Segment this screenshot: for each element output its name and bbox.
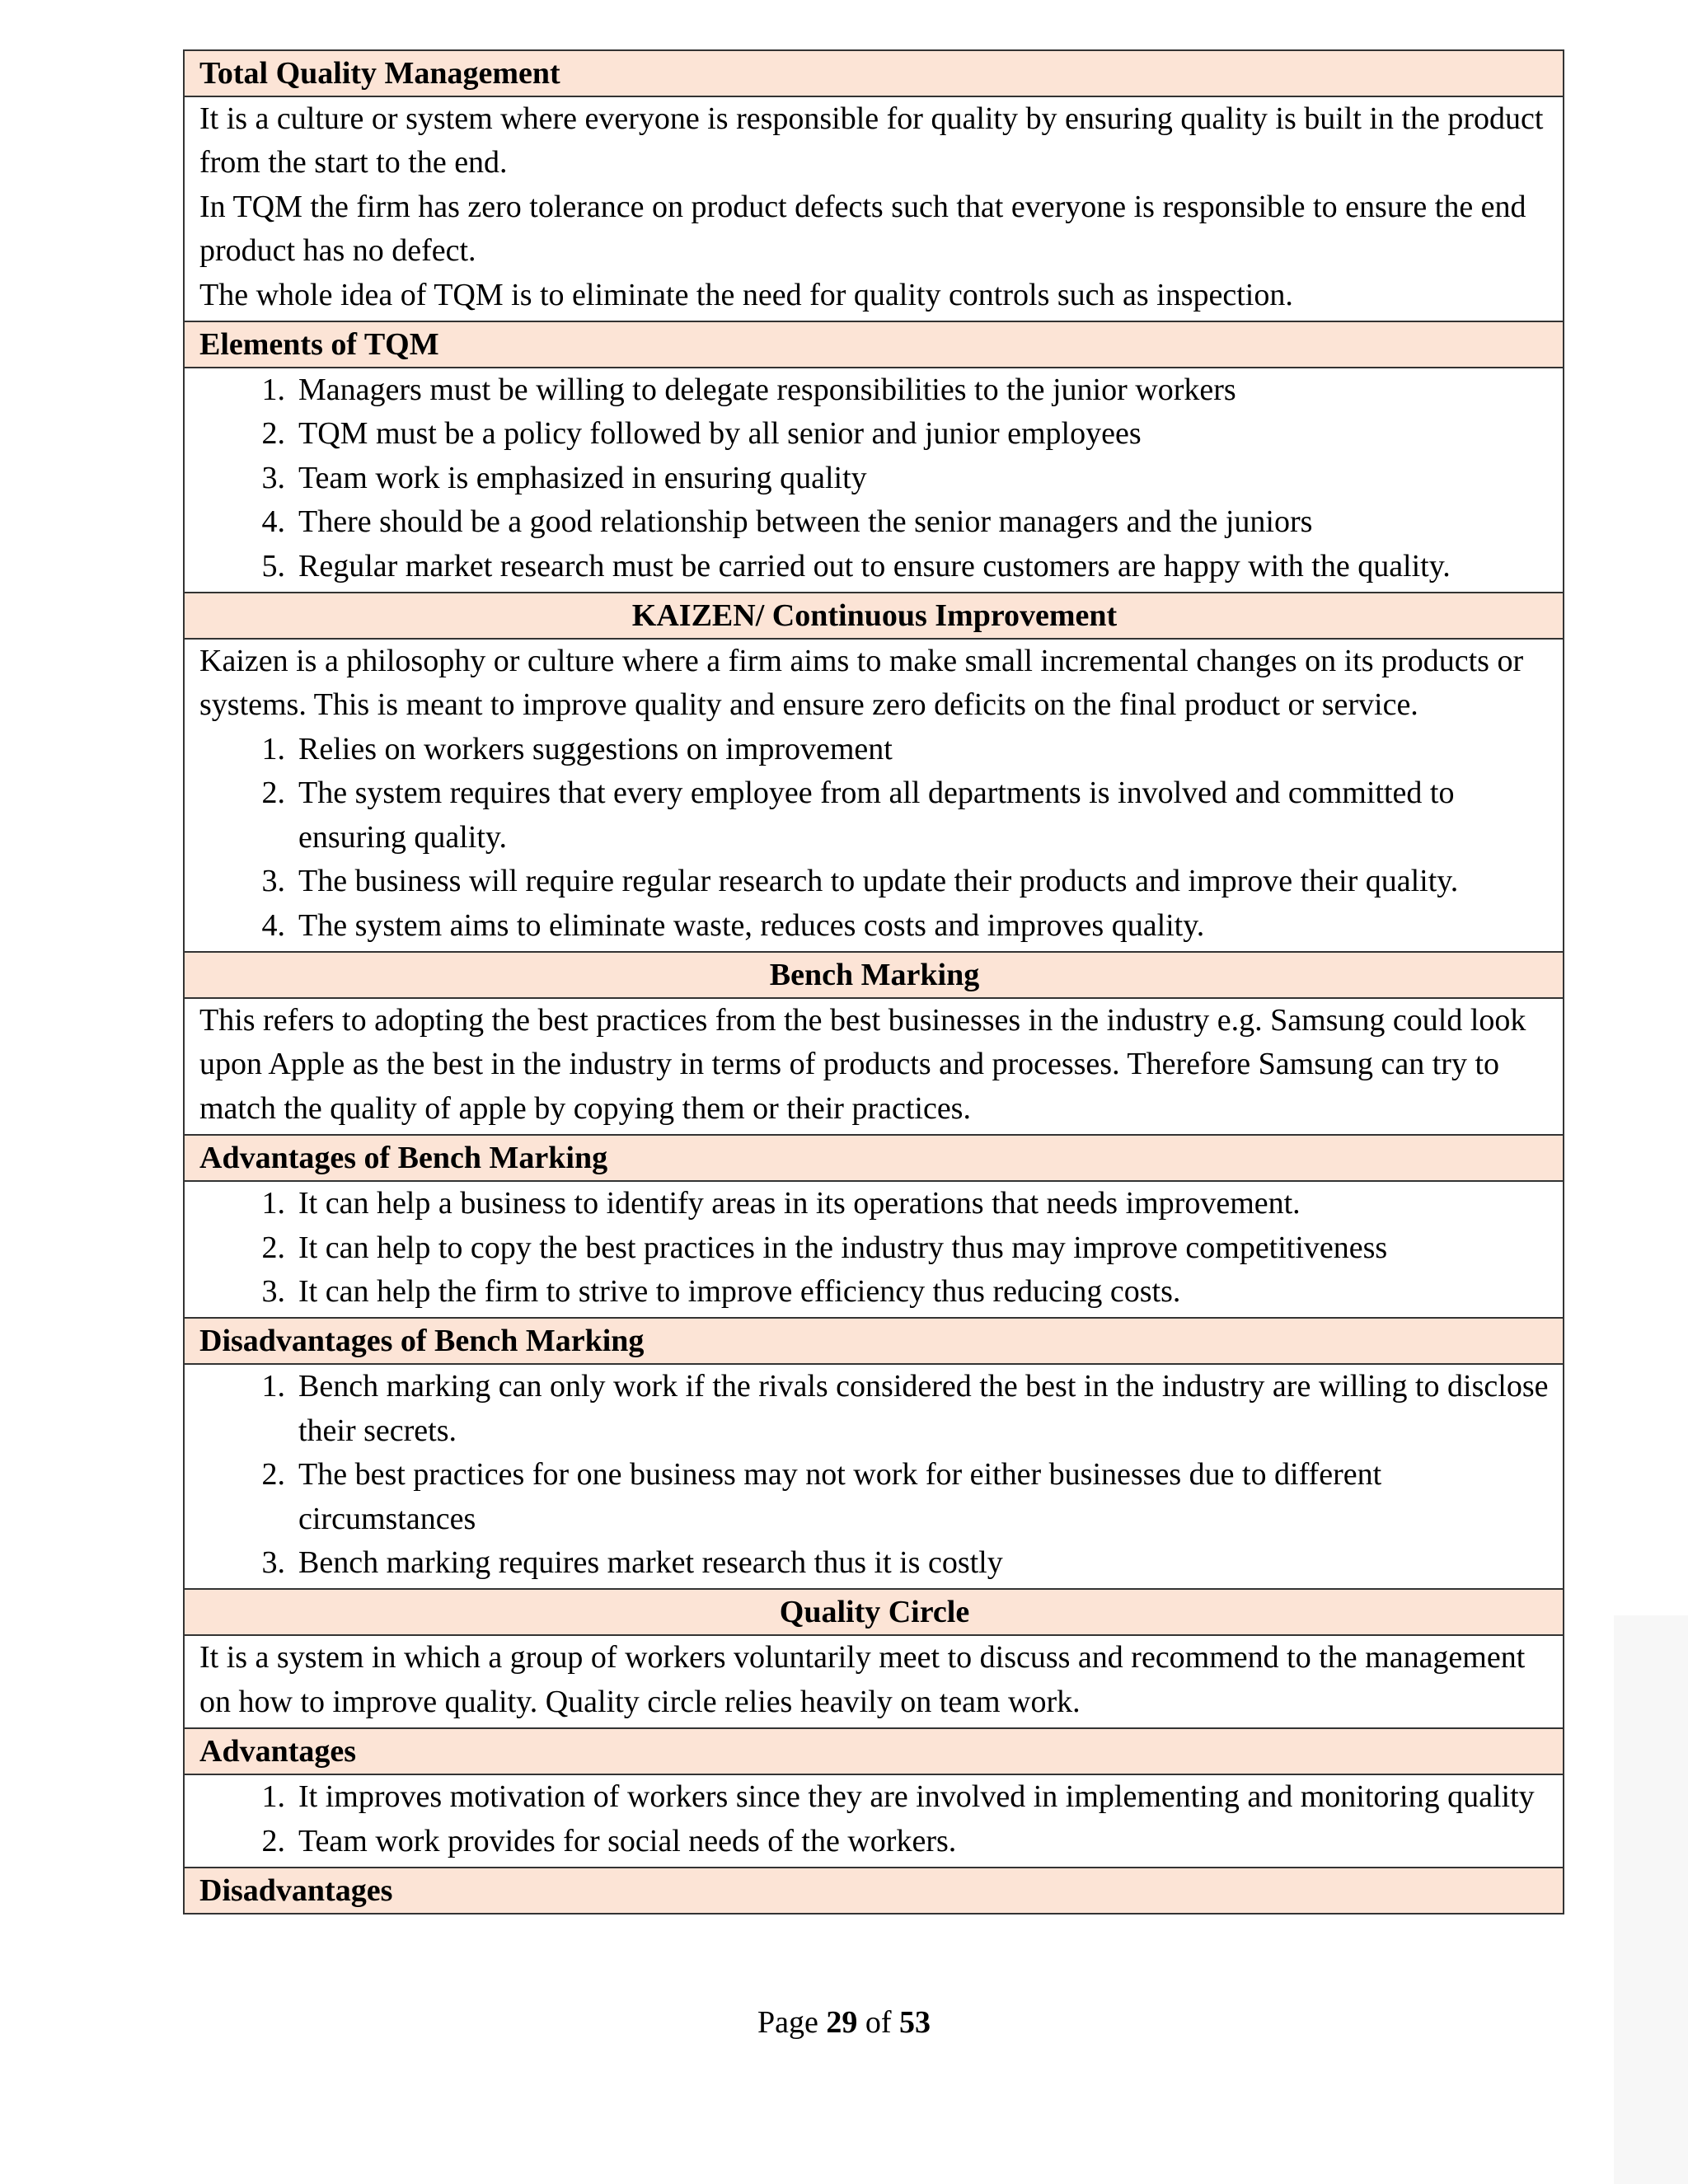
- section-body-quality-circle: [185, 1636, 1563, 1729]
- list-item: [199, 1541, 1550, 1585]
- section-body-kaizen: [185, 640, 1563, 953]
- paragraph: It is a system in which a group of workers voluntarily meet to discuss and recommend to the management on how to improve quality. Quality circle relies heavily on team work.: [199, 1640, 1526, 1719]
- scan-edge-shading: [1614, 1615, 1688, 2184]
- list-text: Regular market research must be carried out to ensure customers are happy with the quality.: [298, 548, 1451, 583]
- list-text: Bench marking can only work if the rivals considered the best in the industry are willing to disclose their secrets.: [298, 1369, 1549, 1448]
- section-body-bench-marking: [185, 999, 1563, 1136]
- list-text: It can help a business to identify areas in its operations that needs improvement.: [298, 1186, 1301, 1221]
- list-item: [199, 1182, 1550, 1226]
- section-heading-disadvantages-of-bench-marking: Disadvantages of Bench Marking: [185, 1319, 1563, 1365]
- numbered-list: [199, 1182, 1550, 1314]
- section-heading-advantages: Advantages: [185, 1729, 1563, 1775]
- section-body-advantages-of-bench-marking: [185, 1182, 1563, 1319]
- section-heading-tqm: Total Quality Management: [185, 51, 1563, 97]
- list-text: It can help to copy the best practices in the industry thus may improve competitiveness: [298, 1230, 1388, 1265]
- page-label: Page: [757, 2005, 818, 2040]
- list-text: Bench marking requires market research thus it is costly: [298, 1544, 1003, 1580]
- numbered-list: [199, 1775, 1550, 1863]
- list-number: 3.: [261, 1544, 285, 1580]
- page-number-current: 29: [826, 2005, 858, 2040]
- list-number: 2.: [261, 1230, 285, 1265]
- list-text: There should be a good relationship between the senior managers and the juniors: [298, 504, 1313, 540]
- list-number: 2.: [261, 1457, 285, 1493]
- list-number: 1.: [261, 373, 285, 408]
- section-heading-disadvantages: Disadvantages: [185, 1868, 1563, 1913]
- list-text: Team work provides for social needs of the workers.: [298, 1823, 957, 1858]
- list-number: 1.: [261, 1779, 285, 1815]
- list-item: [199, 1226, 1550, 1270]
- section-body-tqm: [185, 97, 1563, 322]
- section-heading-kaizen: KAIZEN/ Continuous Improvement: [185, 593, 1563, 640]
- list-number: 2.: [261, 776, 285, 811]
- paragraph: Kaizen is a philosophy or culture where a firm aims to make small incremental changes on its products or systems. This is meant to improve quality and ensure zero deficits on the final product or service.: [199, 644, 1524, 723]
- page-number-total: 53: [899, 2005, 931, 2040]
- paragraph: It is a culture or system where everyone is responsible for quality by ensuring quality is built in the product from the start to the end.: [199, 101, 1544, 180]
- list-text: The business will require regular research to update their products and improve their quality.: [298, 864, 1459, 899]
- list-number: 1.: [261, 731, 285, 766]
- numbered-list: [199, 728, 1550, 948]
- list-text: The best practices for one business may not work for either businesses due to different circumstances: [298, 1457, 1382, 1536]
- list-item: [199, 1270, 1550, 1314]
- section-heading-elements-of-tqm: Elements of TQM: [185, 322, 1563, 368]
- list-item: [199, 771, 1550, 860]
- paragraph: In TQM the firm has zero tolerance on product defects such that everyone is responsible to ensure the end product has no defect.: [199, 189, 1526, 269]
- page-of-label: of: [865, 2005, 892, 2040]
- list-number: 1.: [261, 1186, 285, 1221]
- notes-table: [183, 49, 1564, 1915]
- list-text: TQM must be a policy followed by all senior and junior employees: [298, 416, 1142, 452]
- list-number: 2.: [261, 416, 285, 452]
- list-text: Managers must be willing to delegate responsibilities to the junior workers: [298, 373, 1236, 408]
- list-item: [199, 1775, 1550, 1819]
- list-item: [199, 904, 1550, 948]
- section-heading-advantages-of-bench-marking: Advantages of Bench Marking: [185, 1136, 1563, 1182]
- paragraph: The whole idea of TQM is to eliminate the need for quality controls such as inspection.: [199, 277, 1293, 312]
- section-body-elements-of-tqm: [185, 368, 1563, 593]
- list-item: [199, 1820, 1550, 1863]
- list-text: Team work is emphasized in ensuring quality: [298, 460, 867, 495]
- list-item: [199, 1365, 1550, 1453]
- list-number: 4.: [261, 907, 285, 943]
- list-text: The system aims to eliminate waste, reduces costs and improves quality.: [298, 907, 1205, 943]
- list-item: [199, 500, 1550, 544]
- list-item: [199, 457, 1550, 500]
- list-text: It can help the firm to strive to improve efficiency thus reducing costs.: [298, 1273, 1181, 1309]
- section-body-advantages: [185, 1775, 1563, 1868]
- list-item: [199, 728, 1550, 771]
- list-item: [199, 1453, 1550, 1541]
- list-text: Relies on workers suggestions on improvement: [298, 731, 893, 766]
- list-number: 1.: [261, 1369, 285, 1404]
- numbered-list: [199, 368, 1550, 588]
- section-heading-bench-marking: Bench Marking: [185, 953, 1563, 999]
- list-item: [199, 412, 1550, 456]
- list-text: It improves motivation of workers since they are involved in implementing and monitoring quality: [298, 1779, 1535, 1815]
- section-heading-quality-circle: Quality Circle: [185, 1590, 1563, 1636]
- list-number: 3.: [261, 864, 285, 899]
- list-number: 3.: [261, 460, 285, 495]
- list-number: 5.: [261, 548, 285, 583]
- section-body-disadvantages-of-bench-marking: [185, 1365, 1563, 1590]
- list-number: 4.: [261, 504, 285, 540]
- list-item: [199, 545, 1550, 588]
- list-item: [199, 860, 1550, 903]
- list-number: 2.: [261, 1823, 285, 1858]
- list-text: The system requires that every employee from all departments is involved and committed to ensuring quality.: [298, 776, 1455, 855]
- paragraph: This refers to adopting the best practices from the best businesses in the industry e.g. Samsung could look upon Apple as the best in the industry in terms of products and processes. Therefore Samsung can try to match the quality of apple by copying them or their practices.: [199, 1002, 1526, 1126]
- page-footer: [0, 2004, 1688, 2041]
- numbered-list: [199, 1365, 1550, 1585]
- list-number: 3.: [261, 1273, 285, 1309]
- list-item: [199, 368, 1550, 412]
